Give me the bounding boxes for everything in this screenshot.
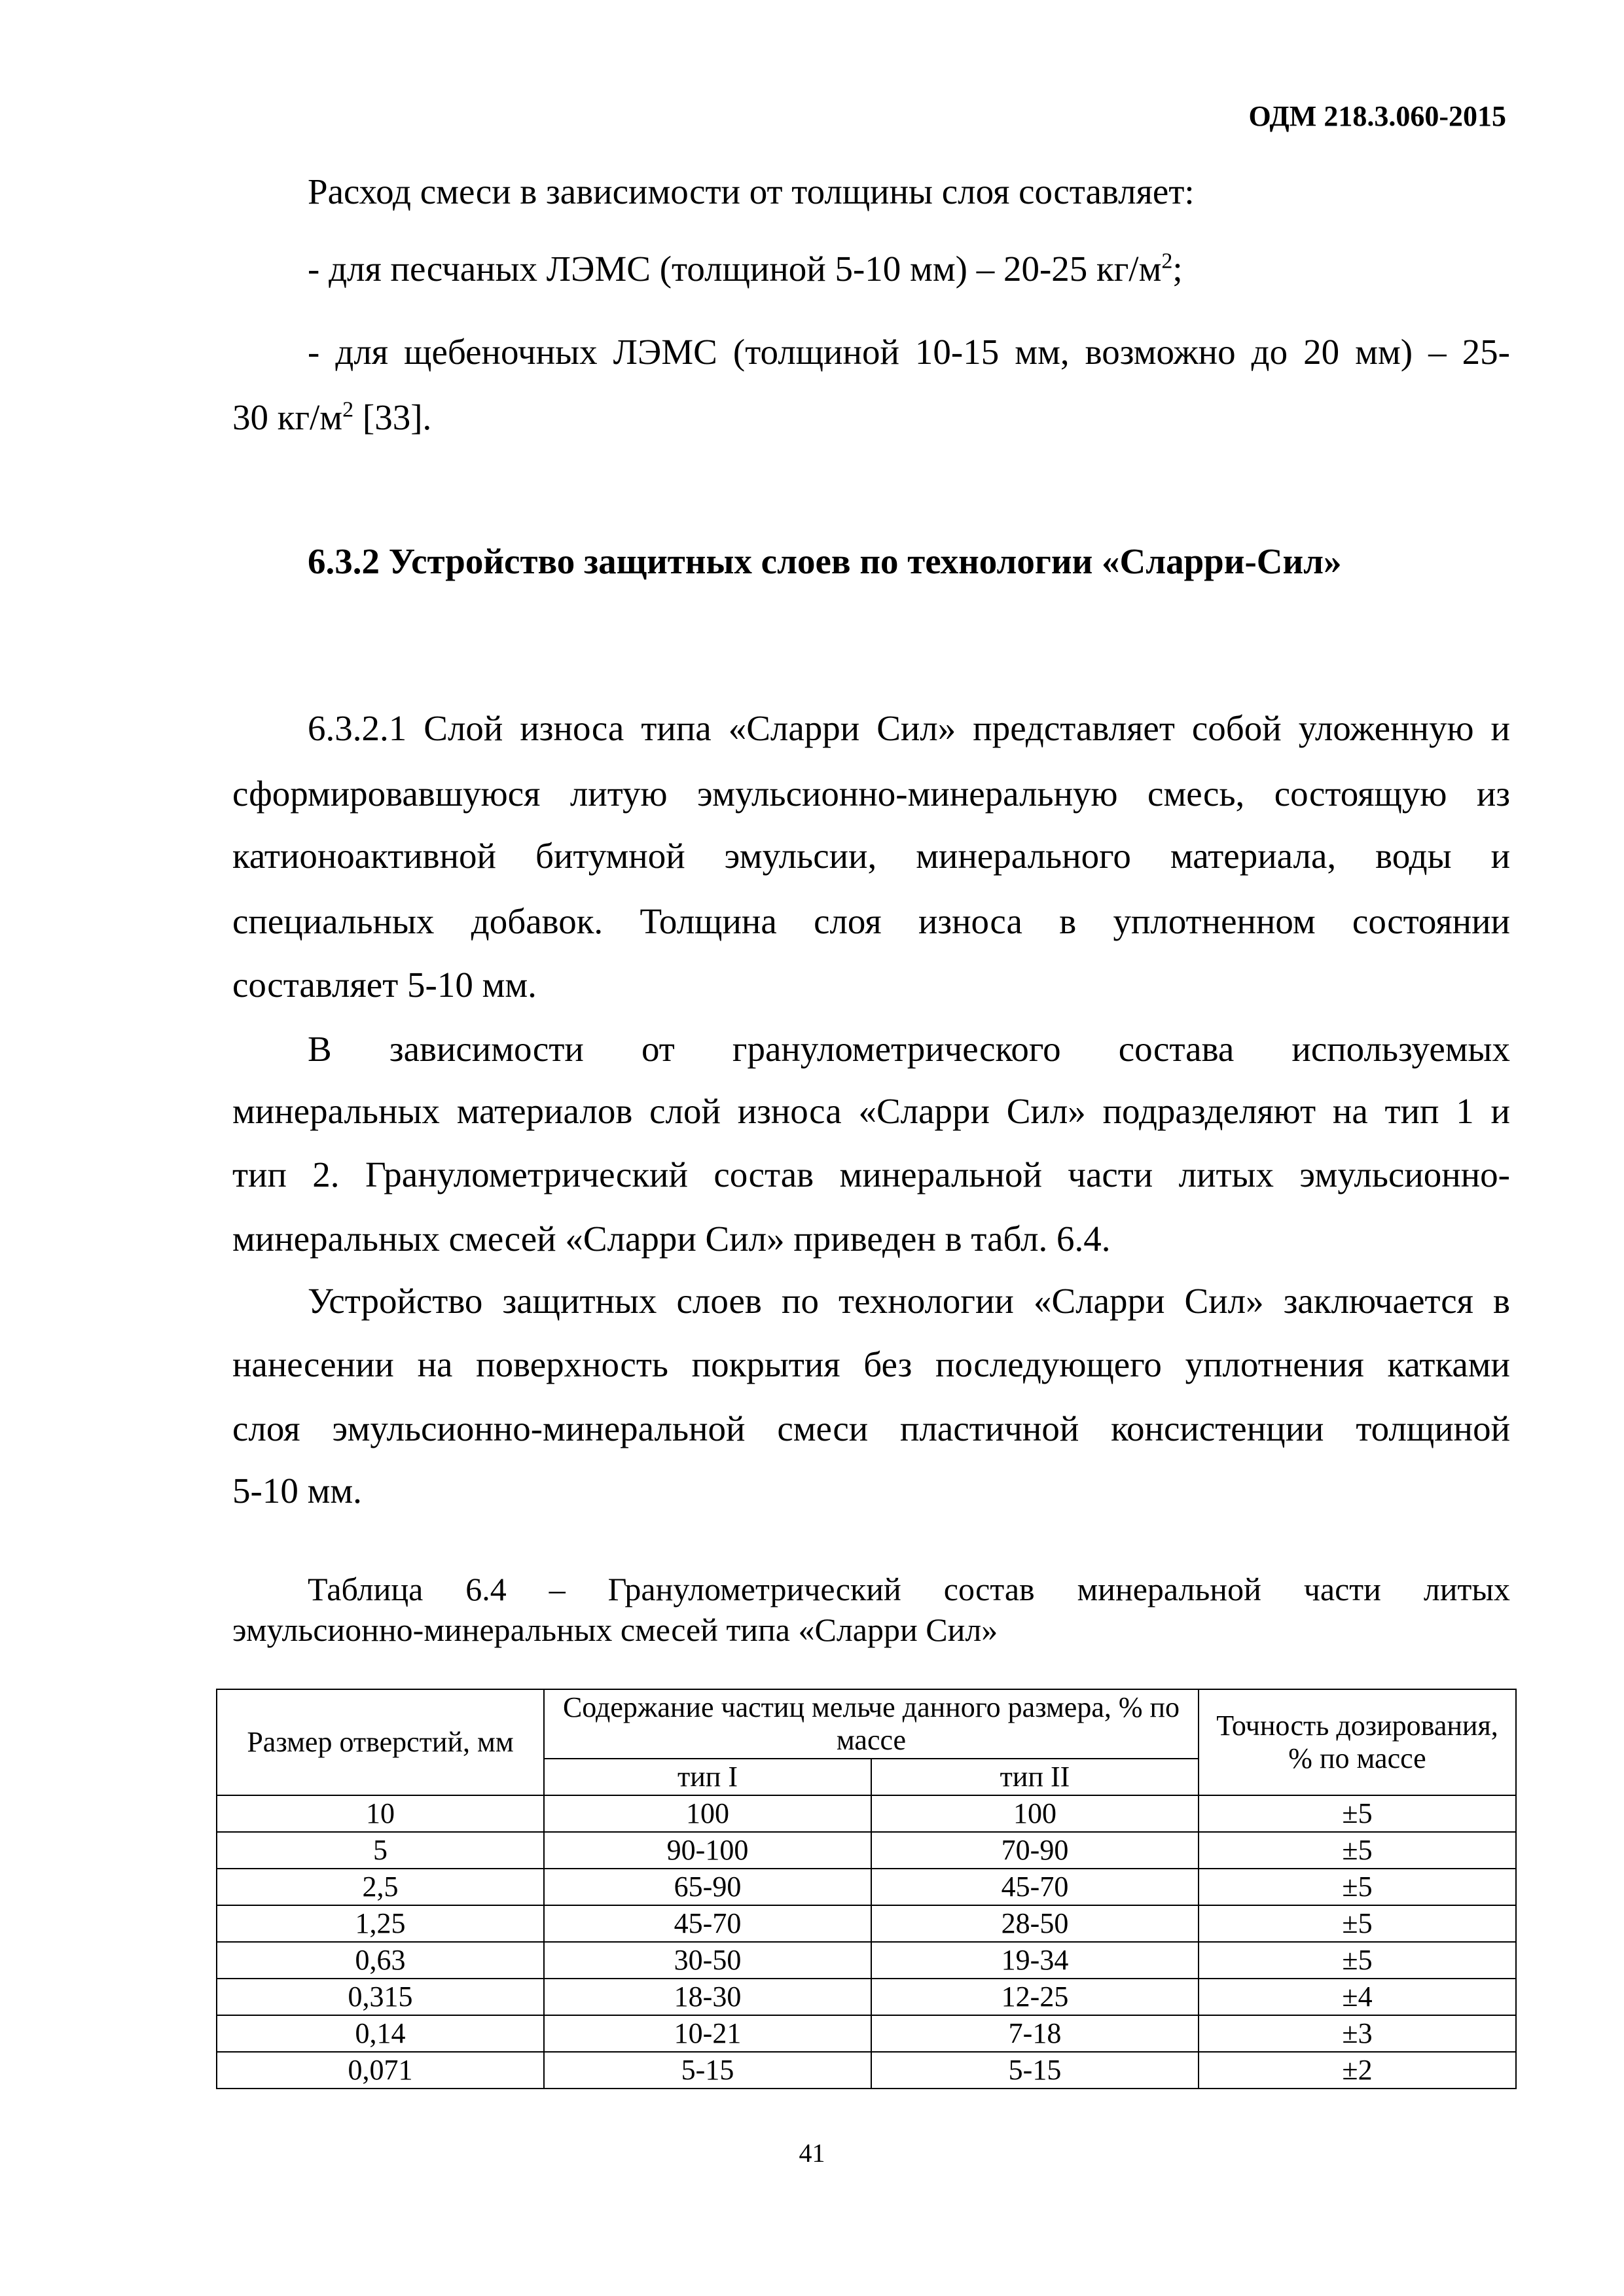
cell-accuracy: ±5 <box>1199 1942 1516 1979</box>
granulometric-table <box>216 1689 1517 2089</box>
cell-accuracy: ±5 <box>1199 1795 1516 1832</box>
cell-type-2: 70-90 <box>871 1832 1199 1869</box>
para2-line: минеральных смесей «Сларри Сил» приведен в табл. 6.4. <box>232 1219 1111 1259</box>
para3-line: 5-10 мм. <box>232 1471 362 1511</box>
para1-line: специальных добавок. Толщина слоя износа в уплотненном состоянии <box>232 901 1510 941</box>
table-row <box>217 1979 1516 2015</box>
intro-line-2 <box>308 247 1183 291</box>
table-row <box>217 2015 1516 2052</box>
header-content: Содержание частиц мельче данного размера, % по массе <box>544 1689 1199 1759</box>
cell-type-1: 65-90 <box>544 1869 871 1905</box>
para1-line: катионоактивной битумной эмульсии, минерального материала, воды и <box>232 836 1510 876</box>
cell-type-2: 100 <box>871 1795 1199 1832</box>
cell-size: 0,315 <box>217 1979 544 2015</box>
cell-type-2: 12-25 <box>871 1979 1199 2015</box>
intro-line-4-end: [33]. <box>353 397 432 437</box>
para3-line: слоя эмульсионно-минеральной смеси пластичной консистенции толщиной <box>232 1408 1510 1448</box>
intro-line-3: - для щебеночных ЛЭМС (толщиной 10-15 мм, возможно до 20 мм) – 25- <box>308 332 1510 372</box>
para1-line: 6.3.2.1 Слой износа типа «Сларри Сил» представляет собой уложенную и <box>308 708 1510 748</box>
cell-size: 2,5 <box>217 1869 544 1905</box>
cell-size: 0,14 <box>217 2015 544 2052</box>
table-row <box>217 1832 1516 1869</box>
para3-line: Устройство защитных слоев по технологии «Сларри Сил» заключается в <box>308 1281 1510 1321</box>
table-caption-line-2: эмульсионно-минеральных смесей типа «Сларри Сил» <box>232 1611 998 1648</box>
document-code: ОДМ 218.3.060-2015 <box>1248 100 1506 132</box>
para2-line: минеральных материалов слой износа «Сларри Сил» подразделяют на тип 1 и <box>232 1091 1510 1131</box>
page-number: 41 <box>799 2138 825 2168</box>
para1-line: сформировавшуюся литую эмульсионно-минеральную смесь, состоящую из <box>232 774 1510 814</box>
intro-line-1: Расход смеси в зависимости от толщины слоя составляет: <box>308 171 1195 211</box>
superscript: 2 <box>342 397 354 422</box>
para3-line: нанесении на поверхность покрытия без последующего уплотнения катками <box>232 1344 1510 1384</box>
cell-type-1: 45-70 <box>544 1905 871 1942</box>
cell-type-1: 10-21 <box>544 2015 871 2052</box>
cell-size: 0,63 <box>217 1942 544 1979</box>
cell-accuracy: ±2 <box>1199 2052 1516 2089</box>
cell-type-1: 100 <box>544 1795 871 1832</box>
header-type-2: тип II <box>871 1759 1199 1795</box>
para1-line: составляет 5-10 мм. <box>232 965 537 1005</box>
cell-type-2: 28-50 <box>871 1905 1199 1942</box>
para2-line: В зависимости от гранулометрического состава используемых <box>308 1029 1510 1069</box>
cell-type-1: 90-100 <box>544 1832 871 1869</box>
cell-type-1: 5-15 <box>544 2052 871 2089</box>
superscript: 2 <box>1161 249 1173 274</box>
intro-line-4 <box>232 396 431 439</box>
table-caption-line-1: Таблица 6.4 – Гранулометрический состав минеральной части литых <box>308 1571 1510 1607</box>
cell-accuracy: ±5 <box>1199 1832 1516 1869</box>
cell-accuracy: ±5 <box>1199 1905 1516 1942</box>
cell-type-2: 45-70 <box>871 1869 1199 1905</box>
cell-accuracy: ±4 <box>1199 1979 1516 2015</box>
section-heading: 6.3.2 Устройство защитных слоев по технологии «Сларри-Сил» <box>308 541 1342 581</box>
cell-size: 1,25 <box>217 1905 544 1942</box>
header-type-1: тип I <box>544 1759 871 1795</box>
header-accuracy: Точность дозирования, % по массе <box>1199 1689 1516 1795</box>
table-row <box>217 1869 1516 1905</box>
table-row <box>217 1905 1516 1942</box>
para2-line: тип 2. Гранулометрический состав минеральной части литых эмульсионно- <box>232 1155 1510 1194</box>
cell-type-1: 30-50 <box>544 1942 871 1979</box>
cell-accuracy: ±3 <box>1199 2015 1516 2052</box>
table-row <box>217 1942 1516 1979</box>
cell-accuracy: ±5 <box>1199 1869 1516 1905</box>
intro-line-4-text: 30 кг/м <box>232 397 343 437</box>
cell-size: 10 <box>217 1795 544 1832</box>
table-row <box>217 2052 1516 2089</box>
cell-size: 5 <box>217 1832 544 1869</box>
intro-line-2-end: ; <box>1172 249 1183 289</box>
header-size: Размер отверстий, мм <box>217 1689 544 1795</box>
table-row <box>217 1795 1516 1832</box>
intro-line-2-text: - для песчаных ЛЭМС (толщиной 5-10 мм) – 20-25 кг/м <box>308 249 1162 289</box>
cell-type-2: 19-34 <box>871 1942 1199 1979</box>
cell-type-2: 7-18 <box>871 2015 1199 2052</box>
cell-type-2: 5-15 <box>871 2052 1199 2089</box>
cell-type-1: 18-30 <box>544 1979 871 2015</box>
cell-size: 0,071 <box>217 2052 544 2089</box>
